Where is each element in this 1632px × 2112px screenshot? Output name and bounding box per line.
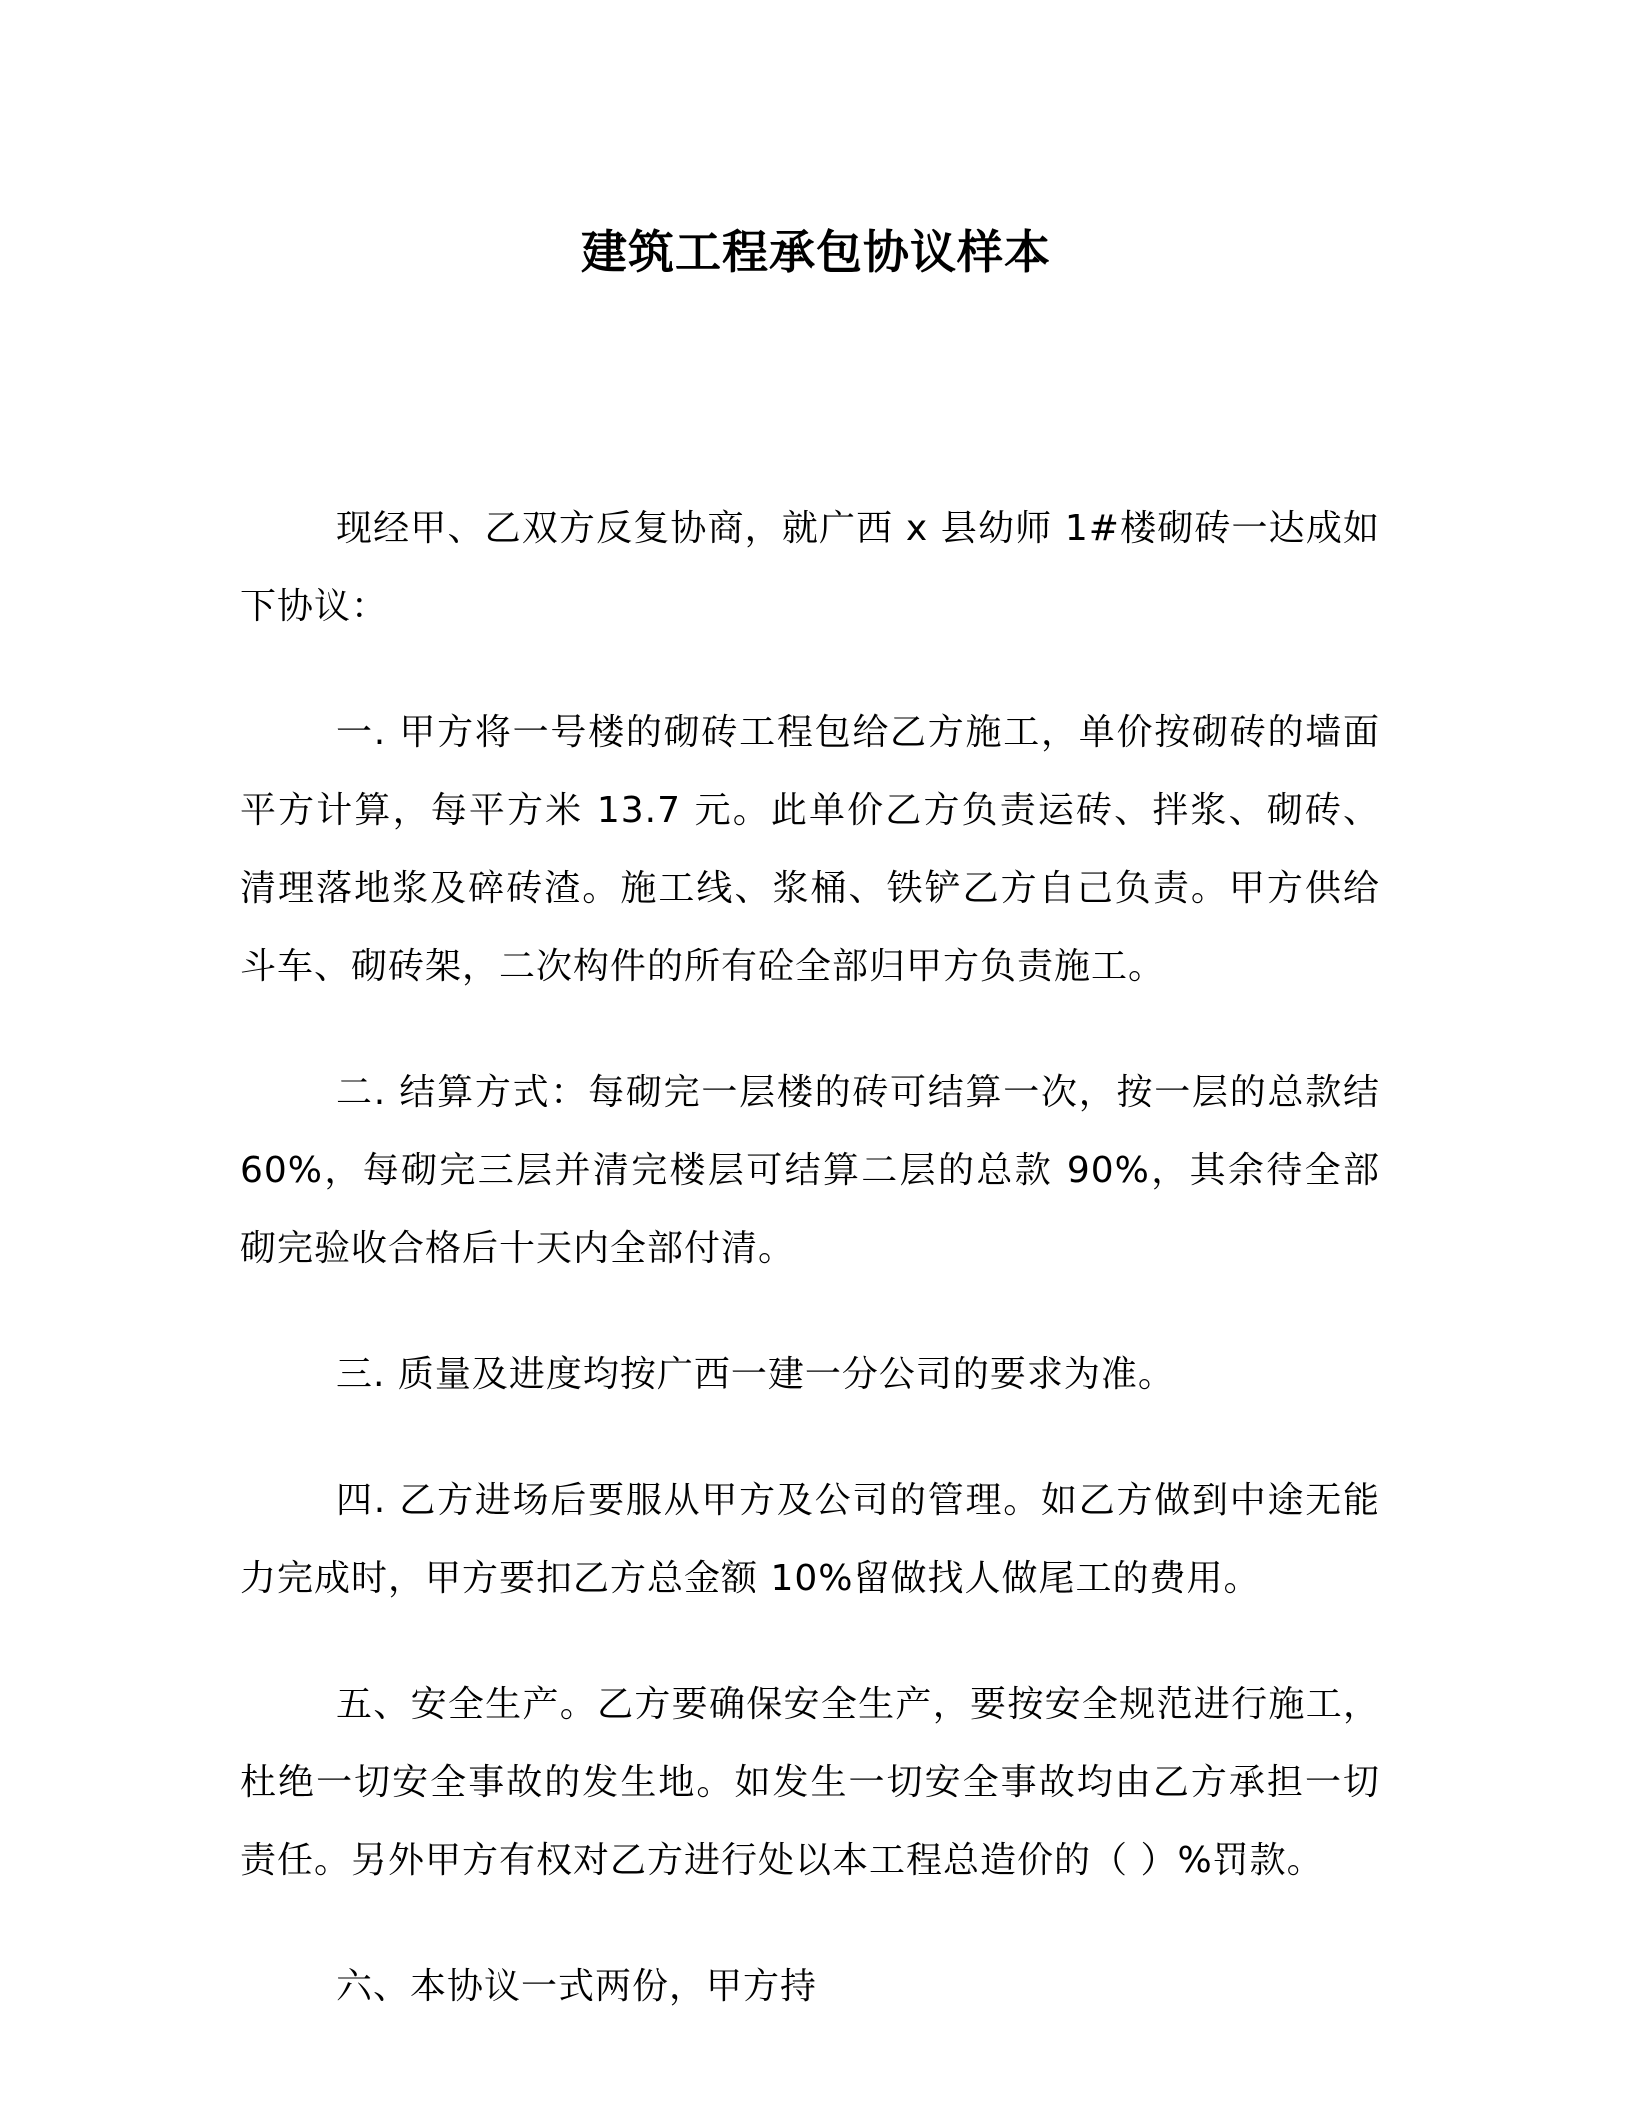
clause-4-paragraph: 四. 乙方进场后要服从甲方及公司的管理。如乙方做到中途无能力完成时，甲方要扣乙方总金额 10%留做找人做尾工的费用。 [240, 1480, 1380, 1599]
clause-2-paragraph: 二. 结算方式：每砌完一层楼的砖可结算一次，按一层的总款结 60%，每砌完三层并清完楼层可结算二层的总款 90%，其余待全部砌完验收合格后十天内全部付清。 [240, 1072, 1380, 1269]
clause-1-paragraph: 一. 甲方将一号楼的砌砖工程包给乙方施工，单价按砌砖的墙面平方计算，每平方米 13.7 元。此单价乙方负责运砖、拌浆、砌砖、清理落地浆及碎砖渣。施工线、浆桶、铁铲乙方自己负责。甲方供给斗车、砌砖架，二次构件的所有砼全部归甲方负责施工。 [240, 712, 1380, 987]
clause-3-paragraph: 三. 质量及进度均按广西一建一分公司的要求为准。 [336, 1354, 1175, 1395]
clause-5-paragraph: 五、安全生产。乙方要确保安全生产，要按安全规范进行施工，杜绝一切安全事故的发生地。如发生一切安全事故均由乙方承担一切责任。另外甲方有权对乙方进行处以本工程总造价的（ ）%罚款。 [240, 1684, 1380, 1881]
document-body [240, 490, 1380, 2074]
intro-paragraph: 现经甲、乙双方反复协商，就广西 x 县幼师 1#楼砌砖一达成如下协议： [240, 508, 1380, 627]
clause-6-paragraph: 六、本协议一式两份，甲方持 [336, 1966, 818, 2007]
document-title: 建筑工程承包协议样本 [581, 225, 1051, 279]
